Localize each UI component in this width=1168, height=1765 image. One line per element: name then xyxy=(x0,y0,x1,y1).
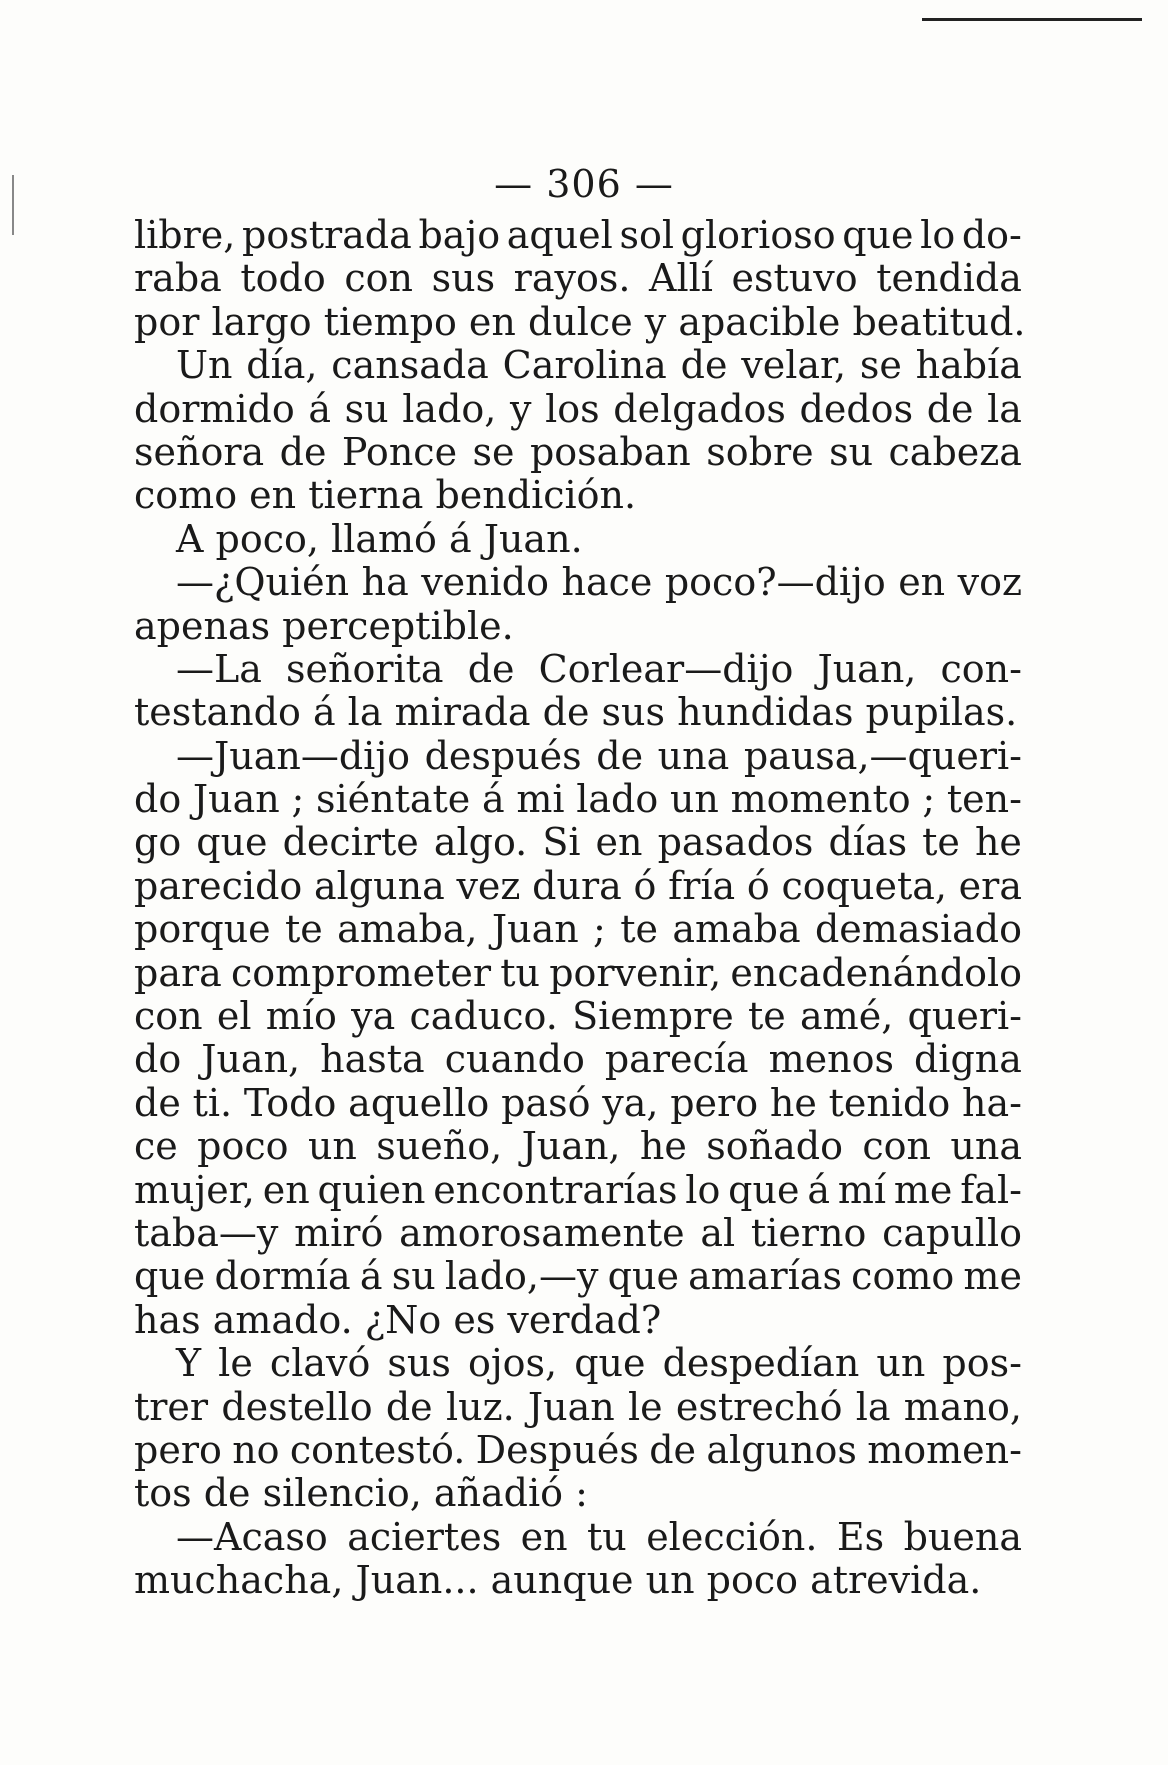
word: que xyxy=(607,1254,679,1299)
word: á xyxy=(359,1254,383,1299)
word: —Juan—dijo xyxy=(176,733,410,778)
word: una xyxy=(950,1124,1022,1169)
word: encadenándolo xyxy=(730,950,1022,995)
word: do- xyxy=(961,213,1022,257)
word: una xyxy=(657,733,730,778)
text-line: testando á la mirada de sus hundidas pupilas. xyxy=(134,690,1018,735)
word: amarías xyxy=(688,1254,842,1299)
word: Juan xyxy=(192,777,280,822)
word: parecido xyxy=(134,863,303,908)
word: elección. xyxy=(646,1514,818,1559)
word: Si xyxy=(542,820,581,865)
word: taba—y xyxy=(134,1210,279,1255)
word: libre, xyxy=(134,213,236,257)
word: días xyxy=(828,820,908,865)
word: go xyxy=(134,820,182,865)
word: hasta xyxy=(320,1037,425,1082)
word: postrada xyxy=(242,213,412,257)
word: un xyxy=(307,1124,357,1169)
word: Y xyxy=(176,1341,202,1386)
word: algunos xyxy=(706,1427,857,1472)
word: Carolina xyxy=(502,343,667,388)
word: ; xyxy=(593,907,606,952)
word: caduco. xyxy=(409,994,558,1039)
word: después xyxy=(424,733,582,778)
word: amé, xyxy=(800,994,894,1039)
word: poco?—dijo xyxy=(664,560,886,605)
word: de xyxy=(680,343,728,388)
word: cansada xyxy=(331,343,489,388)
text-line xyxy=(134,865,1022,908)
word: el xyxy=(216,994,252,1039)
word: lado, xyxy=(402,386,497,431)
word: lo xyxy=(685,1167,721,1212)
word: ó xyxy=(633,863,657,908)
word: digna xyxy=(913,1037,1022,1082)
text-line xyxy=(134,1038,1022,1081)
word: con xyxy=(862,1124,931,1169)
word: amorosamente xyxy=(399,1210,685,1255)
text-line xyxy=(134,735,1022,778)
word: quien xyxy=(317,1167,426,1212)
text-line: como en tierna bendición. xyxy=(134,473,637,518)
text-line xyxy=(134,1169,1022,1212)
word: he xyxy=(974,820,1022,865)
word: algo. xyxy=(433,820,528,865)
text-line xyxy=(134,1429,1022,1472)
word: sueño, xyxy=(376,1124,503,1169)
body-text xyxy=(134,213,1026,1603)
word: como xyxy=(851,1254,955,1299)
word: poco xyxy=(197,1124,289,1169)
text-line xyxy=(134,561,1022,604)
text-line: has amado. ¿No es verdad? xyxy=(134,1297,662,1342)
word: estuvo xyxy=(731,256,858,301)
word: lado xyxy=(576,777,659,822)
word: mío xyxy=(265,994,337,1039)
word: para xyxy=(134,950,222,995)
word: destello xyxy=(221,1384,373,1429)
word: sol xyxy=(619,213,675,257)
word: en xyxy=(520,1514,568,1559)
word: que xyxy=(574,1341,646,1386)
word: Juan, xyxy=(521,1124,621,1169)
word: venido xyxy=(421,560,549,605)
word: amaba xyxy=(672,907,801,952)
text-line: muchacha, Juan... aunque un poco atrevida. xyxy=(134,1558,982,1603)
word: amaba, xyxy=(337,907,478,952)
word: trer xyxy=(134,1384,209,1429)
word: en xyxy=(595,820,643,865)
word: su xyxy=(391,1254,436,1299)
word: tu xyxy=(500,950,540,995)
word: te xyxy=(285,907,323,952)
word: en xyxy=(262,1167,310,1212)
word: parecía xyxy=(604,1037,749,1082)
word: ojos, xyxy=(467,1341,558,1386)
word: de xyxy=(926,386,974,431)
word: do xyxy=(134,777,182,822)
word: con xyxy=(134,994,203,1039)
word: lado,—y xyxy=(444,1254,599,1299)
word: demasiado xyxy=(814,907,1022,952)
word: Todo xyxy=(243,1080,337,1125)
word: sobre xyxy=(706,429,814,474)
word: tendida xyxy=(876,256,1022,301)
word: decirte xyxy=(282,820,419,865)
word: dura xyxy=(532,863,622,908)
word: Juan xyxy=(491,907,579,952)
word: le xyxy=(218,1341,253,1386)
word: pausa,—queri- xyxy=(743,733,1022,778)
text-line xyxy=(134,821,1022,864)
word: señorita xyxy=(286,646,444,691)
word: pasó xyxy=(501,1080,591,1125)
text-line: A poco, llamó á Juan. xyxy=(176,516,583,561)
word: sus xyxy=(387,1341,451,1386)
word: que xyxy=(728,1167,800,1212)
word: en xyxy=(898,560,946,605)
text-line: por largo tiempo en dulce y apacible beatitud. xyxy=(134,299,1026,344)
word: tu xyxy=(587,1514,627,1559)
word: con xyxy=(344,256,413,301)
word: encontrarías xyxy=(433,1167,678,1212)
word: y xyxy=(510,386,532,431)
word: ; xyxy=(922,777,936,822)
word: Juan, xyxy=(201,1037,301,1082)
word: dormía xyxy=(214,1254,351,1299)
text-line xyxy=(134,1125,1022,1168)
word: ya, xyxy=(602,1080,659,1125)
word: ha- xyxy=(961,1080,1022,1125)
word: los xyxy=(545,386,600,431)
word: siéntate xyxy=(315,777,471,822)
word: pasados xyxy=(657,820,814,865)
word: soñado xyxy=(706,1124,843,1169)
word: la xyxy=(987,386,1022,431)
word: alguna xyxy=(314,863,445,908)
word: te xyxy=(922,820,960,865)
word: un xyxy=(876,1341,926,1386)
word: raba xyxy=(134,256,222,301)
word: mano, xyxy=(903,1384,1022,1429)
word: cuando xyxy=(444,1037,585,1082)
top-rule-divider xyxy=(922,18,1142,21)
word: tenido xyxy=(828,1080,951,1125)
word: buena xyxy=(903,1514,1022,1559)
text-line xyxy=(134,1082,1022,1125)
word: había xyxy=(915,343,1022,388)
text-line xyxy=(134,431,1022,474)
text-line xyxy=(134,995,1022,1038)
word: un xyxy=(669,777,719,822)
word: mi xyxy=(516,777,565,822)
word: al xyxy=(700,1210,736,1255)
word: porvenir, xyxy=(549,950,722,995)
word: delgados xyxy=(613,386,786,431)
text-line xyxy=(134,778,1022,821)
word: momento xyxy=(730,777,911,822)
word: á xyxy=(481,777,505,822)
word: —¿Quién xyxy=(176,560,350,605)
word: —La xyxy=(176,646,262,691)
word: hace xyxy=(561,560,653,605)
word: tierno xyxy=(750,1210,867,1255)
word: no xyxy=(232,1427,280,1472)
word: Después xyxy=(475,1427,639,1472)
word: voz xyxy=(957,560,1022,605)
word: le xyxy=(628,1384,663,1429)
word: á xyxy=(807,1167,830,1212)
word: te xyxy=(748,994,786,1039)
word: contestó. xyxy=(289,1427,466,1472)
word: dedos xyxy=(799,386,914,431)
text-line xyxy=(134,257,1022,300)
word: pero xyxy=(670,1080,759,1125)
text-line xyxy=(134,214,1022,257)
word: Siempre xyxy=(572,994,734,1039)
word: Allí xyxy=(649,256,713,301)
word: de xyxy=(279,429,327,474)
word: aciertes xyxy=(347,1514,502,1559)
word: á xyxy=(308,386,332,431)
word: luz. xyxy=(445,1384,515,1429)
word: se xyxy=(472,429,515,474)
word: menos xyxy=(768,1037,894,1082)
word: me xyxy=(893,1167,953,1212)
word: he xyxy=(639,1124,687,1169)
text-line xyxy=(134,1342,1022,1385)
word: ti. xyxy=(192,1080,233,1125)
word: se xyxy=(859,343,902,388)
word: vez xyxy=(456,863,521,908)
word: mujer, xyxy=(134,1167,255,1212)
word: Corlear—dijo xyxy=(538,646,794,691)
word: ha xyxy=(361,560,409,605)
word: rayos. xyxy=(513,256,631,301)
word: Ponce xyxy=(341,429,458,474)
word: Juan, xyxy=(817,646,917,691)
word: aquello xyxy=(348,1080,490,1125)
word: su xyxy=(829,429,874,474)
word: —Acaso xyxy=(176,1514,328,1559)
word: me xyxy=(963,1254,1022,1299)
word: de xyxy=(467,646,515,691)
word: dormido xyxy=(134,386,295,431)
text-line: apenas perceptible. xyxy=(134,603,514,648)
word: de xyxy=(134,1080,181,1125)
word: do xyxy=(134,1037,182,1082)
word: he xyxy=(769,1080,817,1125)
word: momen- xyxy=(867,1427,1022,1472)
word: de xyxy=(649,1427,697,1472)
word: aquel xyxy=(506,213,613,257)
word: Un xyxy=(176,343,233,388)
word: Es xyxy=(836,1514,885,1559)
text-line xyxy=(134,1212,1022,1255)
text-line xyxy=(134,952,1022,995)
word: que xyxy=(196,820,268,865)
word: mí xyxy=(837,1167,886,1212)
word: posaban xyxy=(529,429,691,474)
word: fal- xyxy=(960,1167,1022,1212)
word: velar, xyxy=(741,343,847,388)
word: ce xyxy=(134,1124,178,1169)
text-line xyxy=(134,648,1022,691)
word: despedían xyxy=(662,1341,860,1386)
word: estrechó xyxy=(675,1384,843,1429)
word: su xyxy=(344,386,389,431)
word: sus xyxy=(431,256,496,301)
text-line xyxy=(134,344,1022,387)
text-line xyxy=(134,1255,1022,1298)
word: de xyxy=(596,733,644,778)
word: fría xyxy=(668,863,736,908)
word: ; xyxy=(291,777,305,822)
word: bajo xyxy=(418,213,501,257)
word: ten- xyxy=(946,777,1022,822)
word: pos- xyxy=(942,1341,1022,1386)
word: que xyxy=(134,1254,206,1299)
word: queri- xyxy=(907,994,1022,1039)
word: te xyxy=(620,907,658,952)
word: que xyxy=(842,213,914,257)
word: señora xyxy=(134,429,265,474)
word: clavó xyxy=(269,1341,371,1386)
text-line xyxy=(134,1516,1022,1559)
word: ya xyxy=(351,994,396,1039)
word: lo xyxy=(920,213,956,257)
word: coqueta, xyxy=(781,863,947,908)
word: Juan xyxy=(527,1384,615,1429)
page-number: — 306 — xyxy=(494,162,674,206)
word: con- xyxy=(940,646,1022,691)
text-line xyxy=(134,388,1022,431)
text-line xyxy=(134,908,1022,951)
word: comprometer xyxy=(231,950,492,995)
word: era xyxy=(958,863,1022,908)
word: glorioso xyxy=(680,213,836,257)
text-line: tos de silencio, añadió : xyxy=(134,1471,588,1516)
word: pero xyxy=(134,1427,222,1472)
word: cabeza xyxy=(888,429,1022,474)
word: todo xyxy=(240,256,326,301)
text-line xyxy=(134,1386,1022,1429)
word: de xyxy=(385,1384,433,1429)
word: la xyxy=(855,1384,891,1429)
word: capullo xyxy=(882,1210,1022,1255)
word: miró xyxy=(294,1210,384,1255)
word: ó xyxy=(746,863,770,908)
word: día, xyxy=(246,343,318,388)
word: porque xyxy=(134,907,271,952)
